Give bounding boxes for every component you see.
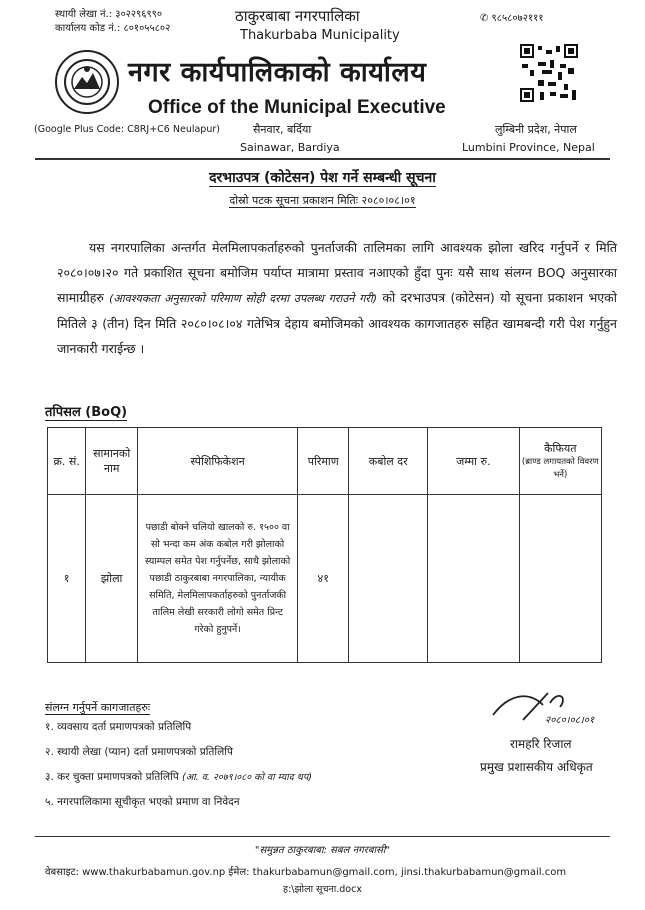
municipality-name-en: Thakurbaba Municipality <box>240 28 400 43</box>
notice-title-text: दरभाउपत्र (कोटेसन) पेश गर्ने सम्बन्धी सूचना <box>209 170 436 186</box>
row-sn: १ <box>48 495 86 663</box>
row-total <box>428 495 520 663</box>
office-title-np: नगर कार्यपालिकाको कार्यालय <box>128 57 427 88</box>
municipal-emblem-icon <box>55 50 119 114</box>
address-np: सैनवार, बर्दिया <box>253 123 312 136</box>
col-remarks <box>519 428 601 495</box>
col-item: सामानको नाम <box>86 428 138 495</box>
row-rate <box>349 495 428 663</box>
list-item: २. स्थायी लेखा (प्यान) दर्ता प्रमाणपत्रको प्रतिलिपि <box>45 746 233 758</box>
phone-number: ✆ ९८५८०७२१११ <box>480 13 544 24</box>
enclosures-heading-text: संलग्न गर्नुपर्ने कागजातहरुः <box>45 701 151 714</box>
notice-title <box>0 168 645 187</box>
row-remarks <box>519 495 601 663</box>
signatory-name: रामहरि रिजाल <box>510 737 572 751</box>
col-rate: कबोल दर <box>349 428 428 495</box>
province-en: Lumbini Province, Nepal <box>462 141 595 154</box>
footer-contact: वेबसाइट: www.thakurbabamun.gov.np ईमेल: thakurbabamun@gmail.com, jinsi.thakurbabamun@gmail.com <box>45 867 567 878</box>
row-spec: पछाडी बोक्ने चलियो खालको रु. १५०० वा सो भन्दा कम अंक कबोल गरी झोलाको स्याम्पल समेत पेश गर्नुपर्नेछ, साथै झोलाको पछाडी ठाकुरबाबा नगरपालिका, न्यायीक समिति, मेलमिलापकर्ताहरुको पुनर्ताजकी तालिम लेखी सरकारी लोगो समेत प्रिन्ट गरेको हुनुपर्ने। <box>138 495 298 663</box>
pan-number: स्थायी लेखा नं.: ३०२२९६९९० <box>55 9 163 20</box>
list-item-note: (आ. व. २०७९।०८० को वा म्याद थप) <box>182 772 312 783</box>
col-qty: परिमाण <box>298 428 349 495</box>
signature-date: २०८०।०८।०१ <box>545 715 595 726</box>
address-en: Sainawar, Bardiya <box>240 141 340 154</box>
footer-file-path: ह:\झोला सूचना.docx <box>283 884 362 895</box>
boq-heading <box>45 402 127 420</box>
office-code: कार्यालय कोड नं.: ८०१०५५८०२ <box>55 23 171 34</box>
notice-body-part-1: यस नगरपालिका अन्तर्गत मेलमिलापकर्ताहरुको पुनर्ताजकी तालिमका लागि आवश्यक झोला खरिद गर्नुपर्ने र मिति २०८०।०७।२० गते प्रकाशित सूचना बमोजिम पर्याप्त मात्रामा प्रस्ताव नआएको हुँदा पुनः यसै साथ संलग्न BOQ अनुसारका सामाग्रीहरु <box>57 240 617 305</box>
municipality-name-np: ठाकुरबाबा नगरपालिका <box>235 7 360 25</box>
header-registration-block <box>55 8 170 36</box>
col-sn: क्र. सं. <box>48 428 86 495</box>
notice-subtitle <box>0 193 645 208</box>
office-title-en: Office of the Municipal Executive <box>148 97 446 118</box>
province-np: लुम्बिनी प्रदेश, नेपाल <box>495 123 577 136</box>
qr-code-icon <box>520 44 578 102</box>
notice-body-italic: (आवश्यकता अनुसारको परिमाण सोही दरमा उपलब्ध गराउने गरी) <box>109 292 378 305</box>
notice-subtitle-text: दोस्रो पटक सूचना प्रकाशन मितिः २०८०।०८।०१ <box>229 194 416 207</box>
row-item: झोला <box>86 495 138 663</box>
footer-slogan: "समुन्नत ठाकुरबाबा: सबल नगरबासी" <box>254 845 391 856</box>
header-divider <box>35 158 610 160</box>
col-remarks-note: (ब्राण्ड लगायतको विवरण भर्ने) <box>521 456 599 480</box>
col-total: जम्मा रु. <box>428 428 520 495</box>
notice-body-part-2: को दरभाउपत्र (कोटेसन) यो सूचना प्रकाशन भएको मितिले ३ (तीन) दिन मिति २०८०।०८।०४ गतेभित्र देहाय बमोजिमको आवश्यक कागजातहरु सहित खामबन्दी गरी पेश गर्नुहुन जानकारी गराईन्छ । <box>57 290 618 356</box>
row-qty: ४१ <box>298 495 349 663</box>
list-item: ५. नगरपालिकामा सूचीकृत भएको प्रमाण वा निवेदन <box>45 796 240 808</box>
boq-header-row <box>48 428 602 495</box>
signatory-title: प्रमुख प्रशासकीय अधिकृत <box>480 760 593 774</box>
table-row <box>48 495 602 663</box>
enclosures-heading <box>45 700 150 715</box>
boq-heading-text: तपिसल (BoQ) <box>45 405 128 420</box>
notice-body <box>57 235 617 361</box>
list-item <box>45 770 312 784</box>
col-remarks-label: कैफियत <box>544 441 577 455</box>
footer-divider <box>35 836 610 837</box>
google-plus-code: (Google Plus Code: C8RJ+C6 Neulapur) <box>34 124 220 135</box>
boq-table <box>47 427 602 663</box>
list-item-text: ३. कर चुक्ता प्रमाणपत्रको प्रतिलिपि <box>45 771 179 783</box>
col-spec: स्पेशिफिकेशन <box>138 428 298 495</box>
list-item: १. व्यवसाय दर्ता प्रमाणपत्रको प्रतिलिपि <box>45 721 192 733</box>
